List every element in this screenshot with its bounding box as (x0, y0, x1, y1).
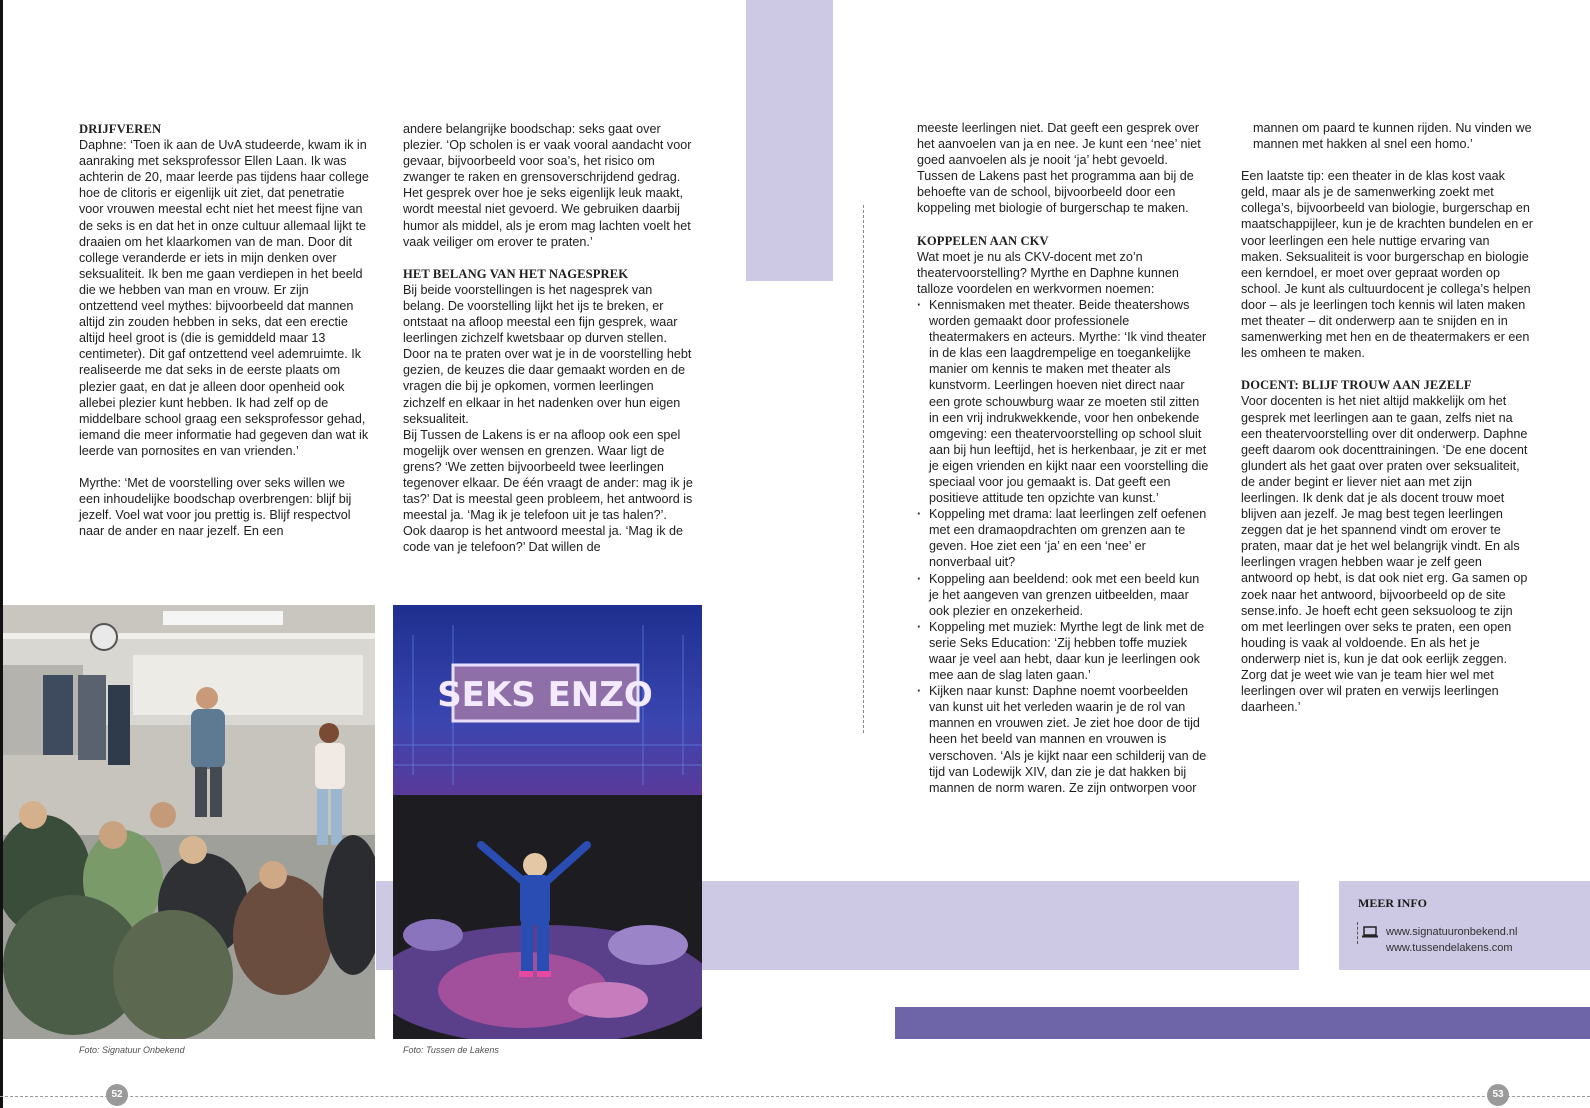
page-number-right: 53 (1487, 1084, 1509, 1106)
paragraph: Voor docenten is het niet altijd makkelijk om het gesprek met leerlingen aan te gaan, zelfs niet na een theatervoorstelling over dit onderwerp. Daphne geeft daarom ook docenttrainingen. ‘De ene docent glundert als het gaat over praten over seksualiteit, de ander begint er liever niet aan met zijn leerlingen. Ik denk dat je als docent trouw moet blijven aan jezelf. Je mag best tegen leerlingen zeggen dat je het spannend vindt om erover te praten, maar dat je het wel belangrijk vindt. En als leerlingen vragen hebben waar je zelf geen antwoord op hebt, is dat ook niet erg. Ga samen op zoek naar het antwoord, bijvoorbeeld op de site sense.info. Je hoeft echt geen seksuoloog te zijn om met leerlingen over seks te praten, een open houding is vaak al voldoende. En als het je onderwerp niet is, kun je dat ook eerlijk zeggen. Zorg dat je weet wie van je team hier wel met leerlingen over wil praten en verwijs leerlingen daarheen.’ (1241, 394, 1528, 715)
meer-info-divider (1357, 922, 1358, 944)
page-number-left: 52 (106, 1084, 128, 1106)
meer-info-title: MEER INFO (1358, 896, 1427, 910)
photo-classroom (3, 605, 375, 1039)
paragraph: meeste leerlingen niet. Dat geeft een gesprek over het aanvoelen van ja en nee. Je kunt een ‘nee’ niet goed aanvoelen als je nooit ‘ja’ hebt gevoeld. Tussen de Lakens past het programma aan bij de behoefte van de school, bijvoorbeeld door een koppeling met biologie of burgerschap te maken. (917, 121, 1201, 216)
list-item: · Koppeling aan beeldend: ook met een beeld kun je het aangeven van grenzen uitbeelden, maar ook plezier en onzekerheid. (917, 571, 1209, 619)
paragraph: Daphne: ‘Toen ik aan de UvA studeerde, kwam ik in aanraking met seksprofessor Ellen Laan. Ik was achterin de 20, maar leerde pas tijdens haar college hoe de clitoris er eigenlijk uit ziet, dat penetratie voor vrouwen meestal echt niet het meest fijne van de seks is en dat het in onze cultuur allemaal lijkt te draaien om het klaarkomen van de man. Door dit college veranderde er iets in mijn denken over seksualiteit. Ik ben me gaan verdiepen in het beeld die we hebben van man en vrouw. Er zijn ontzettend veel mythes: bijvoorbeeld dat mannen altijd zin zouden hebben in seks, dat een erectie altijd heel groot is (die is gemiddeld maar 13 centimeter). Dit gaf ontzettend veel ademruimte. Ik realiseerde me dat seks in de eerste plaats om plezier gaat, en dat je alleen door openheid ook allebei plezier kunt hebben. Ik had zelf op de middelbare school graag een seksprofessor gehad, iemand die meer informatie had gegeven dan wat ik leerde van pornosites en van vrienden.’ (79, 138, 369, 458)
section-heading: DRIJFVEREN (79, 122, 162, 136)
meer-info-links (1386, 924, 1517, 956)
deco-block-top (746, 0, 833, 281)
paragraph: andere belangrijke boodschap: seks gaat over plezier. ‘Op scholen is er vaak vooral aandacht voor gevaar, bijvoorbeeld voor soa’s, het risico om zwanger te raken en grensoverschrijdend gedrag. Het gesprek over hoe je seks eigenlijk leuk maakt, wordt meestal niet gevoerd. We gebruiken daarbij humor als middel, als je erom mag lachten voelt het vaak veiliger om erover te praten.’ (403, 122, 692, 249)
screen-title: SEKS ENZO (437, 675, 653, 715)
stage-image (393, 605, 702, 1039)
column-divider (863, 205, 864, 733)
section-heading: DOCENT: BLIJF TROUW AAN JEZELF (1241, 378, 1472, 393)
paragraph: mannen om paard te kunnen rijden. Nu vinden we mannen met hakken al snel een homo.’ (1253, 121, 1532, 152)
caption-photo-1: Foto: Signatuur Onbekend (79, 1045, 185, 1055)
column-1 (79, 121, 369, 539)
photo-stage (393, 605, 702, 1039)
classroom-image (3, 605, 375, 1039)
footer-line (0, 1096, 1590, 1097)
caption-photo-2: Foto: Tussen de Lakens (403, 1045, 499, 1055)
bullet-list (917, 297, 1209, 796)
paragraph: Een laatste tip: een theater in de klas kost vaak geld, maar als je de samenwerking zoekt met collega’s, bijvoorbeeld van biologie, burgerschap en maatschappijleer, kun je de krachten bundelen en er voor leerlingen een hele nuttige ervaring van maken. Seksualiteit is voor burgerschap en biologie een kerndoel, er moet over gepraat worden op school. Je kunt als cultuurdocent je collega’s helpen door – als je leerlingen toch kennis wil laten maken met theater – dit onderwerp aan te snijden en in samenwerking met hen en de theatermakers er een les omheen te maken. (1241, 169, 1533, 361)
deco-block-dark (895, 1007, 1590, 1039)
paragraph: Bij Tussen de Lakens is er na afloop ook een spel mogelijk over wensen en grenzen. Waar ligt de grens? ‘We zetten bijvoorbeeld twee leerlingen tegenover elkaar. De één vraagt de ander: mag ik je tas?’ Dat is meestal geen probleem, het antwoord is meestal ja. ‘Mag ik je telefoon uit je tas halen?’. Ook daarop is het antwoord meestal ja. ‘Mag ik de code van je telefoon?’ Dat willen de (403, 427, 693, 555)
list-item: · Kijken naar kunst: Daphne noemt voorbeelden van kunst uit het verleden waarin je de rol van mannen en vrouwen ziet. Je ziet hoe door de tijd heen het beeld van mannen en vrouwen is verschoven. ‘Als je kijkt naar een schilderij van de tijd van Lodewijk XIV, dan zie je dat hakken bij mannen de norm waren. Ze zijn ontworpen voor (917, 683, 1209, 796)
paragraph: Bij beide voorstellingen is het nagesprek van belang. De voorstelling lijkt het ijs te breken, er ontstaat na afloop meestal een fijn gesprek, waar leerlingen zichzelf kwetsbaar op durven stellen. Door na te praten over wat je in de voorstelling hebt gezien, de keuzes die daar gemaakt worden en de vragen die bij je opkomen, vormen leerlingen zichzelf en elkaar in het nadenken over hun eigen seksualiteit. (403, 282, 692, 426)
column-2 (403, 121, 693, 555)
list-item: · Koppeling met drama: laat leerlingen zelf oefenen met een dramaopdrachten om grenzen aan te geven. Hoe ziet een ‘ja’ en een ‘nee’ er nonverbaal uit? (917, 506, 1209, 570)
laptop-icon (1362, 926, 1378, 938)
section-heading: HET BELANG VAN HET NAGESPREK (403, 266, 629, 281)
column-4 (1241, 120, 1533, 715)
section-heading: KOPPELEN AAN CKV (917, 233, 1049, 248)
paragraph: Myrthe: ‘Met de voorstelling over seks willen we een inhoudelijke boodschap overbrengen: blijf bij jezelf. Voel wat voor jou prettig is. Blijf respectvol naar de ander en naar jezelf. En een (79, 475, 352, 539)
link-tussendelakens[interactable]: www.tussendelakens.com (1386, 942, 1513, 954)
list-item: · Kennismaken met theater. Beide theatershows worden gemaakt door professionele theatermakers en acteurs. Myrthe: ‘Ik vind theater in de klas een laagdrempelige en toegankelijke manier om kennis te maken met theater als kunstvorm. Leerlingen hoeven niet direct naar een grote schouwburg waar ze moeten stil zitten in een vrij indrukwekkende, voor hen onbekende omgeving: een theatervoorstelling op school sluit aan bij hun leeftijd, het is herkenbaar, je zit er met je eigen vrienden en kijkt naar een voorstelling die speciaal voor jou gemaakt is. Dat geeft een positieve attitude ten opzichte van kunst.’ (917, 297, 1209, 506)
link-signatuuronbekend[interactable]: www.signatuuronbekend.nl (1386, 926, 1518, 938)
paragraph: Wat moet je nu als CKV-docent met zo’n theatervoorstelling? Myrthe en Daphne kunnen talloze voordelen en werkvormen noemen: (917, 249, 1179, 296)
list-item: · Koppeling met muziek: Myrthe legt de link met de serie Seks Education: ‘Zij hebben toffe muziek waar je veel aan hebt, daar kun je leerlingen ook mee aan de slag laten gaan.’ (917, 619, 1209, 683)
column-3 (917, 120, 1209, 796)
